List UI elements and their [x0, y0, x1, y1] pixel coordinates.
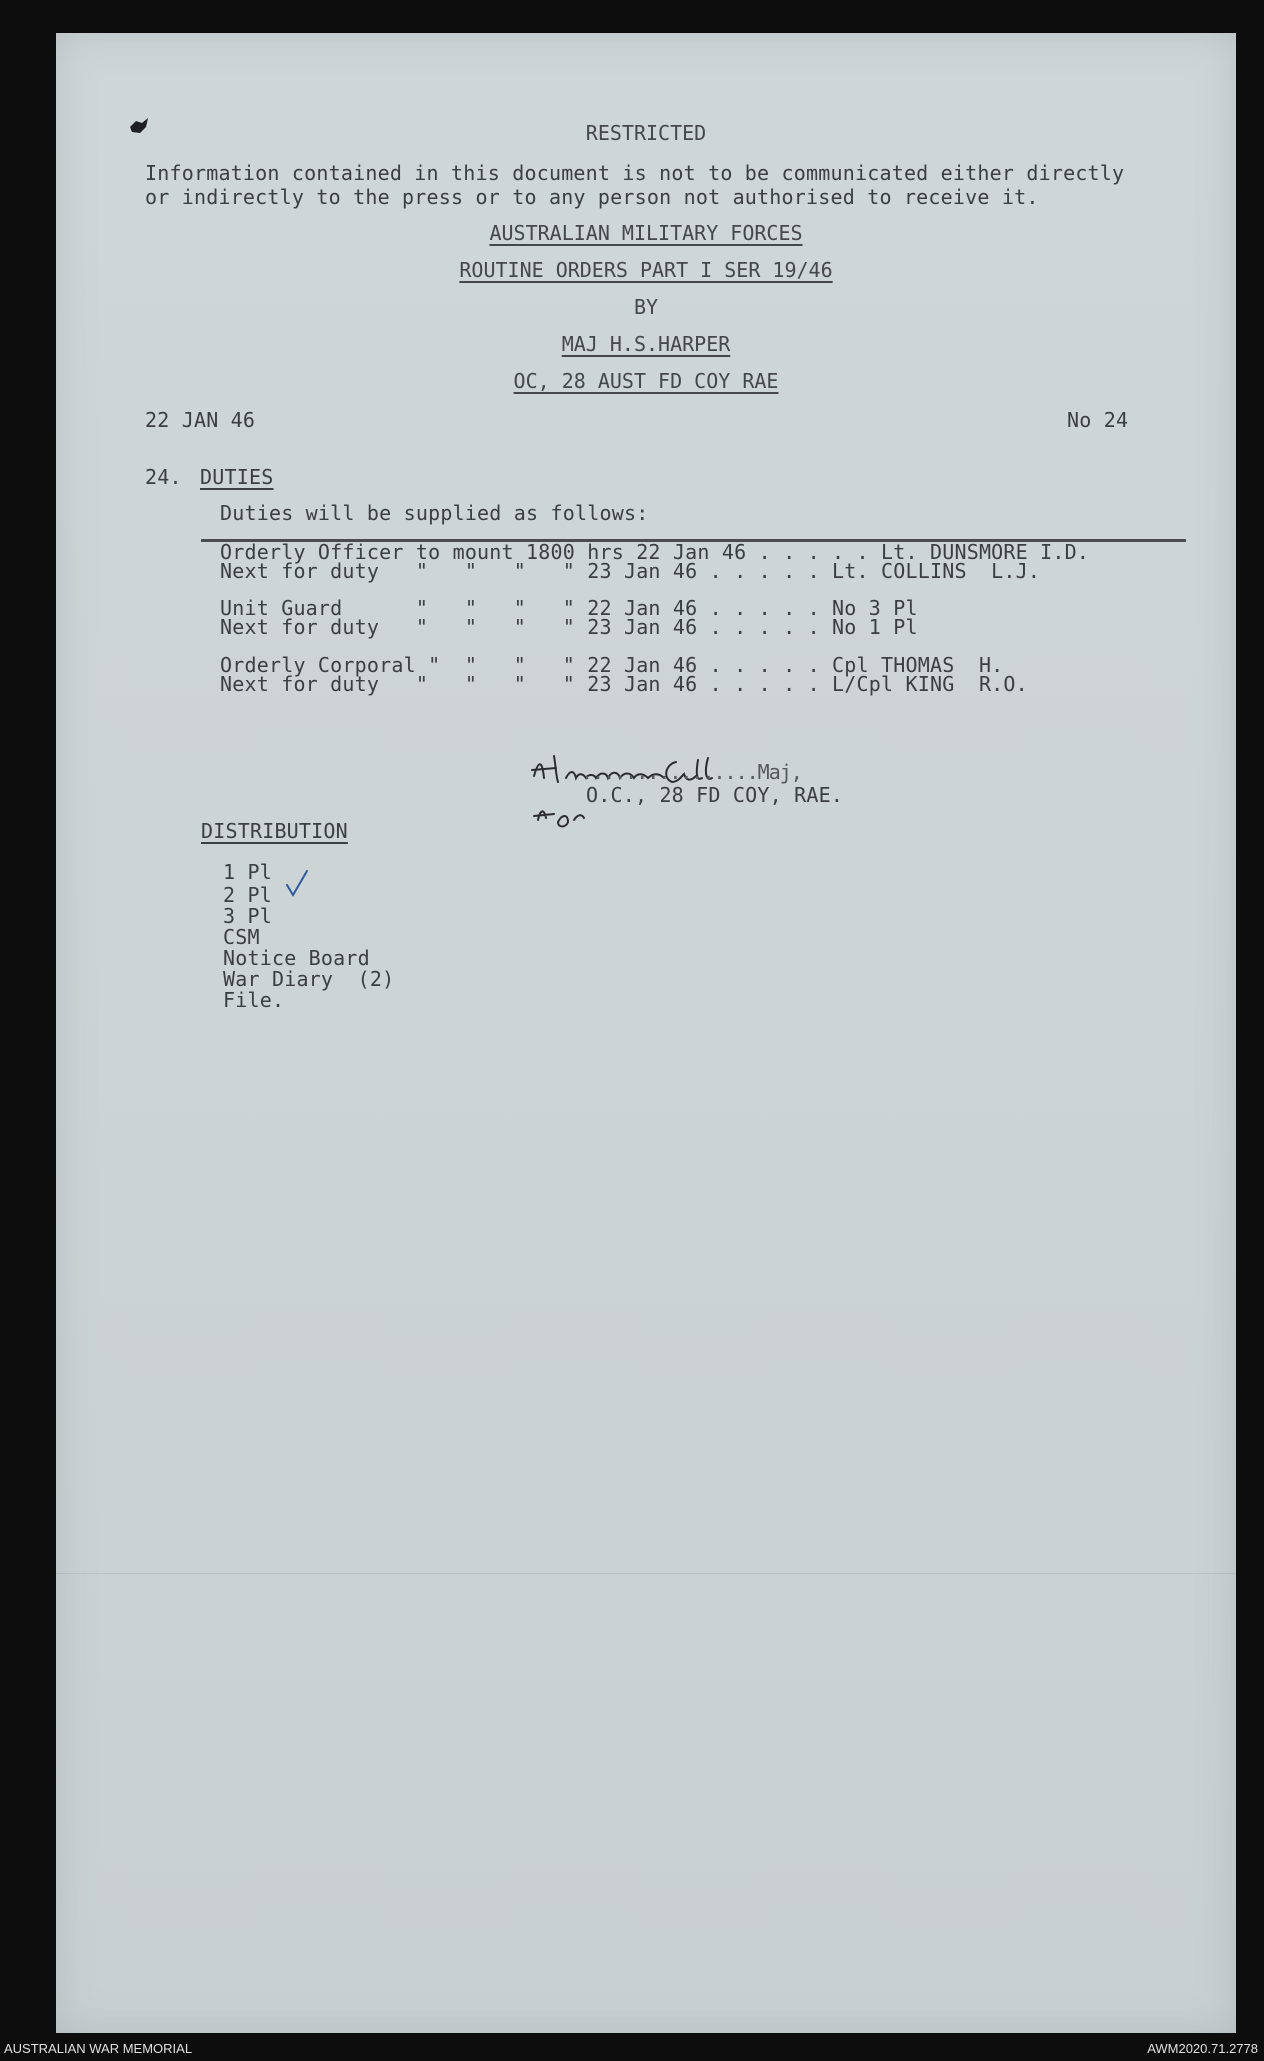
- distribution-item: 2 Pl: [223, 883, 272, 907]
- duty-line: Next for duty " " " " 23 Jan 46 . . . . . No 1 Pl: [220, 615, 918, 639]
- distribution-item: CSM: [223, 925, 260, 949]
- distribution-item: 3 Pl: [223, 904, 272, 928]
- issuing-unit: OC, 28 AUST FD COY RAE: [513, 369, 779, 393]
- order-date: 22 JAN 46: [145, 408, 256, 432]
- duties-intro: Duties will be supplied as follows:: [220, 501, 649, 525]
- item-title: DUTIES: [200, 465, 274, 489]
- archive-reference: AWM2020.71.2778: [1147, 2041, 1258, 2056]
- duty-line: Next for duty " " " " 23 Jan 46 . . . . . L/Cpl KING R.O.: [220, 672, 1028, 696]
- distribution-item: File.: [223, 988, 285, 1012]
- distribution-heading: DISTRIBUTION: [201, 819, 348, 843]
- duty-line: Unit Guard " " " " 22 Jan 46 . . . . . No 3 Pl: [220, 596, 918, 620]
- duty-line: Orderly Officer to mount 1800 hrs 22 Jan 46 . . . . . Lt. DUNSMORE I.D.: [220, 540, 1090, 564]
- signature-title: O.C., 28 FD COY, RAE.: [586, 783, 844, 807]
- order-number: No 24: [1067, 408, 1129, 432]
- document-page: [56, 33, 1236, 2033]
- restriction-notice-line-2: or indirectly to the press or to any person not authorised to receive it.: [145, 185, 1039, 209]
- paper-fold-line: [56, 1573, 1236, 1574]
- issuing-officer: MAJ H.S.HARPER: [561, 332, 731, 356]
- by-line: BY: [633, 295, 659, 319]
- distribution-item: 1 Pl: [223, 860, 272, 884]
- check-mark-icon: [284, 869, 310, 899]
- signature-dotted-line: ................Maj,: [581, 760, 802, 784]
- classification-header: RESTRICTED: [585, 121, 707, 145]
- duty-line: Next for duty " " " " 23 Jan 46 . . . . . Lt. COLLINS L.J.: [220, 559, 1041, 583]
- duty-line: Orderly Corporal " " " " 22 Jan 46 . . . . . Cpl THOMAS H.: [220, 653, 1004, 677]
- routine-orders-title: ROUTINE ORDERS PART I SER 19/46: [459, 258, 833, 282]
- distribution-item: Notice Board: [223, 946, 370, 970]
- distribution-item: War Diary (2): [223, 967, 395, 991]
- item-number: 24.: [145, 465, 182, 489]
- restriction-notice-line-1: Information contained in this document is not to be communicated either directly: [145, 161, 1125, 185]
- archive-credit: AUSTRALIAN WAR MEMORIAL: [4, 2041, 193, 2056]
- organisation-title: AUSTRALIAN MILITARY FORCES: [489, 221, 803, 245]
